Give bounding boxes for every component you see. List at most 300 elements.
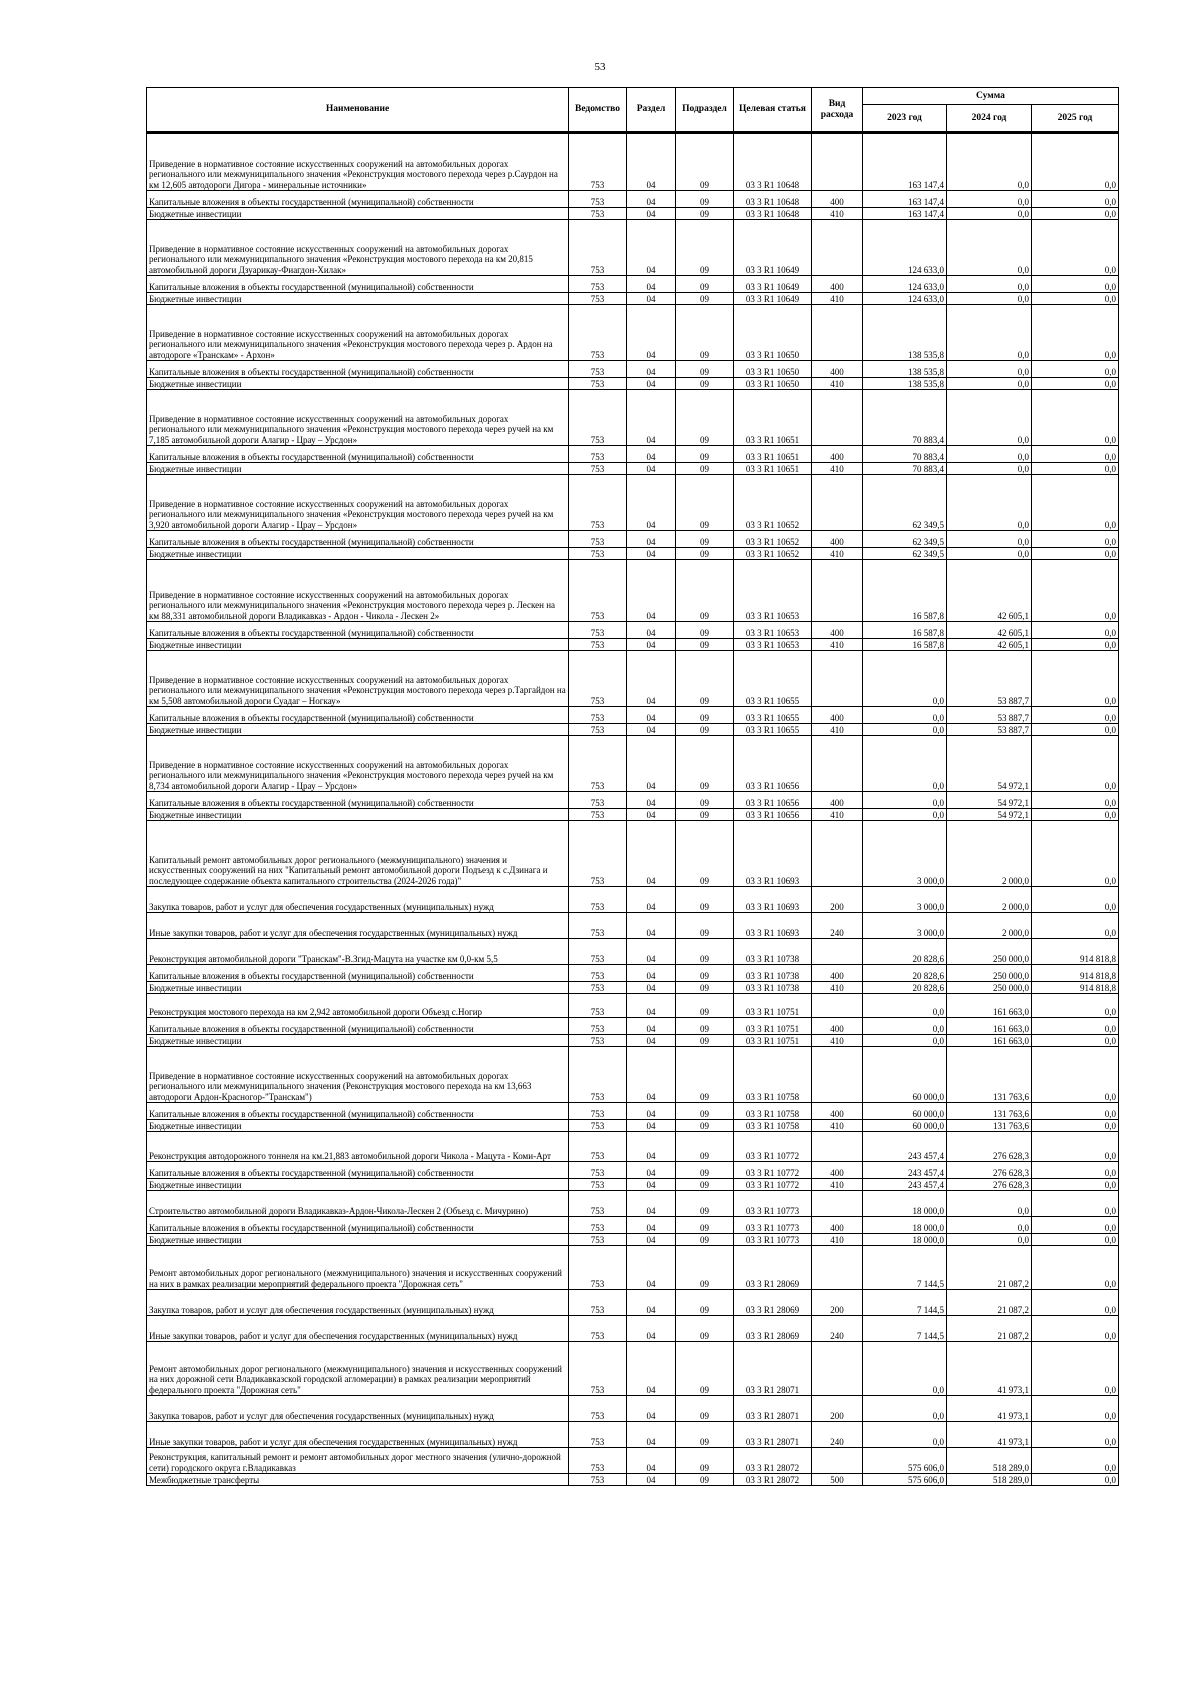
table-row [147, 1191, 1119, 1217]
cell-y2023: 20 828,6 [863, 982, 947, 994]
cell-sub: 09 [676, 1103, 734, 1120]
cell-type [812, 1047, 863, 1103]
cell-y2024: 41 973,1 [947, 1396, 1032, 1422]
cell-sub: 09 [676, 809, 734, 821]
cell-y2025: 0,0 [1032, 390, 1119, 446]
table-row [147, 1396, 1119, 1422]
cell-y2023: 163 147,4 [863, 208, 947, 220]
cell-name: Иные закупки товаров, работ и услуг для обеспечения государственных (муниципальных) нужд [147, 913, 569, 939]
cell-y2025: 0,0 [1032, 809, 1119, 821]
table-row [147, 1162, 1119, 1179]
cell-dept: 753 [569, 939, 627, 965]
cell-y2024: 161 663,0 [947, 1018, 1032, 1035]
cell-sec: 04 [627, 1047, 676, 1103]
cell-target: 03 3 R1 10772 [734, 1132, 812, 1162]
cell-type: 500 [812, 1474, 863, 1486]
cell-target: 03 3 R1 10751 [734, 1035, 812, 1047]
cell-y2023: 0,0 [863, 736, 947, 792]
cell-type [812, 220, 863, 276]
cell-name: Капитальные вложения в объекты государственной (муниципальной) собственности [147, 531, 569, 548]
cell-type [812, 1448, 863, 1474]
cell-y2025: 914 818,8 [1032, 982, 1119, 994]
cell-name: Капитальные вложения в объекты государственной (муниципальной) собственности [147, 965, 569, 982]
cell-target: 03 3 R1 28071 [734, 1342, 812, 1396]
cell-y2024: 276 628,3 [947, 1162, 1032, 1179]
cell-y2025: 0,0 [1032, 1132, 1119, 1162]
cell-y2024: 2 000,0 [947, 913, 1032, 939]
cell-dept: 753 [569, 446, 627, 463]
cell-dept: 753 [569, 1103, 627, 1120]
cell-sec: 04 [627, 1120, 676, 1132]
cell-type [812, 736, 863, 792]
table-row [147, 1316, 1119, 1342]
cell-y2023: 62 349,5 [863, 475, 947, 531]
cell-name: Бюджетные инвестиции [147, 378, 569, 390]
cell-y2024: 0,0 [947, 1217, 1032, 1234]
cell-sec: 04 [627, 1018, 676, 1035]
cell-type [812, 1191, 863, 1217]
cell-sec: 04 [627, 1035, 676, 1047]
cell-name: Капитальные вложения в объекты государственной (муниципальной) собственности [147, 191, 569, 208]
cell-sub: 09 [676, 913, 734, 939]
cell-target: 03 3 R1 10773 [734, 1191, 812, 1217]
cell-sec: 04 [627, 463, 676, 475]
cell-sec: 04 [627, 965, 676, 982]
cell-y2024: 0,0 [947, 378, 1032, 390]
cell-sub: 09 [676, 1047, 734, 1103]
cell-sub: 09 [676, 305, 734, 361]
cell-sub: 09 [676, 1018, 734, 1035]
header-exp-type: Вид расхода [812, 88, 863, 133]
cell-y2024: 54 972,1 [947, 809, 1032, 821]
cell-type: 400 [812, 1103, 863, 1120]
table-row [147, 1422, 1119, 1448]
cell-y2023: 60 000,0 [863, 1103, 947, 1120]
cell-y2024: 21 087,2 [947, 1290, 1032, 1316]
header-name: Наименование [147, 88, 569, 133]
cell-target: 03 3 R1 10773 [734, 1217, 812, 1234]
cell-dept: 753 [569, 1342, 627, 1396]
table-row [147, 736, 1119, 792]
cell-sec: 04 [627, 887, 676, 913]
cell-y2024: 131 763,6 [947, 1120, 1032, 1132]
cell-sub: 09 [676, 724, 734, 736]
cell-target: 03 3 R1 10738 [734, 965, 812, 982]
cell-target: 03 3 R1 10772 [734, 1179, 812, 1191]
cell-y2025: 0,0 [1032, 1290, 1119, 1316]
cell-y2023: 62 349,5 [863, 531, 947, 548]
cell-dept: 753 [569, 378, 627, 390]
cell-y2025: 0,0 [1032, 1162, 1119, 1179]
cell-y2024: 0,0 [947, 390, 1032, 446]
cell-y2023: 243 457,4 [863, 1132, 947, 1162]
cell-sub: 09 [676, 191, 734, 208]
cell-name: Бюджетные инвестиции [147, 724, 569, 736]
cell-target: 03 3 R1 10656 [734, 736, 812, 792]
cell-target: 03 3 R1 10649 [734, 276, 812, 293]
cell-name: Приведение в нормативное состояние искусственных сооружений на автомобильных дорогах регионального или межмуниципального значения «Реконструкция мостового перехода через ручей на км 3,920 автомобильной дороги Алагир - Црау – Урсдон» [147, 475, 569, 531]
cell-dept: 753 [569, 965, 627, 982]
table-row [147, 220, 1119, 276]
cell-target: 03 3 R1 10655 [734, 651, 812, 707]
cell-y2024: 0,0 [947, 1234, 1032, 1246]
cell-sec: 04 [627, 792, 676, 809]
cell-type: 410 [812, 463, 863, 475]
cell-name: Приведение в нормативное состояние искусственных сооружений на автомобильных дорогах регионального или межмуниципального значения «Реконструкция мостового перехода через ручей на км 7,185 автомобильной дороги Алагир - Црау – Урсдон» [147, 390, 569, 446]
cell-dept: 753 [569, 1474, 627, 1486]
cell-sub: 09 [676, 1120, 734, 1132]
cell-sub: 09 [676, 208, 734, 220]
cell-target: 03 3 R1 28069 [734, 1316, 812, 1342]
cell-name: Закупка товаров, работ и услуг для обеспечения государственных (муниципальных) нужд [147, 1290, 569, 1316]
cell-y2024: 518 289,0 [947, 1448, 1032, 1474]
cell-sub: 09 [676, 736, 734, 792]
cell-y2024: 0,0 [947, 293, 1032, 305]
cell-sub: 09 [676, 1474, 734, 1486]
cell-type: 410 [812, 724, 863, 736]
table-row [147, 208, 1119, 220]
cell-dept: 753 [569, 913, 627, 939]
cell-sub: 09 [676, 821, 734, 887]
cell-target: 03 3 R1 10693 [734, 821, 812, 887]
cell-y2023: 163 147,4 [863, 133, 947, 191]
cell-y2023: 70 883,4 [863, 446, 947, 463]
table-row [147, 1342, 1119, 1396]
cell-y2024: 42 605,1 [947, 622, 1032, 639]
cell-dept: 753 [569, 982, 627, 994]
cell-y2024: 0,0 [947, 475, 1032, 531]
cell-sec: 04 [627, 531, 676, 548]
cell-target: 03 3 R1 28069 [734, 1290, 812, 1316]
cell-sec: 04 [627, 1162, 676, 1179]
table-row [147, 446, 1119, 463]
cell-y2024: 2 000,0 [947, 887, 1032, 913]
cell-y2023: 243 457,4 [863, 1162, 947, 1179]
cell-type: 400 [812, 707, 863, 724]
cell-type: 400 [812, 276, 863, 293]
cell-sub: 09 [676, 463, 734, 475]
cell-target: 03 3 R1 10652 [734, 531, 812, 548]
cell-sub: 09 [676, 1035, 734, 1047]
cell-name: Иные закупки товаров, работ и услуг для обеспечения государственных (муниципальных) нужд [147, 1316, 569, 1342]
header-section: Раздел [627, 88, 676, 133]
cell-sub: 09 [676, 965, 734, 982]
cell-sec: 04 [627, 1396, 676, 1422]
cell-name: Приведение в нормативное состояние искусственных сооружений на автомобильных дорогах регионального или межмуниципального значения (Реконструкция мостового перехода на км 13,663 автодороги Ардон-Красногор-"Транскам") [147, 1047, 569, 1103]
cell-name: Бюджетные инвестиции [147, 548, 569, 560]
cell-y2023: 60 000,0 [863, 1047, 947, 1103]
cell-target: 03 3 R1 10653 [734, 560, 812, 622]
cell-sec: 04 [627, 390, 676, 446]
cell-type [812, 390, 863, 446]
cell-target: 03 3 R1 10738 [734, 982, 812, 994]
cell-dept: 753 [569, 887, 627, 913]
cell-type: 200 [812, 1290, 863, 1316]
cell-dept: 753 [569, 1047, 627, 1103]
cell-y2024: 53 887,7 [947, 724, 1032, 736]
cell-target: 03 3 R1 10693 [734, 913, 812, 939]
cell-name: Капитальный ремонт автомобильных дорог регионального (межмуниципального) значения и искусственных сооружений на них "Капитальный ремонт автомобильной дороги Подъезд к с.Дзинага и последующее содержание объекта капитального строительства (2024-2026 года)" [147, 821, 569, 887]
cell-sec: 04 [627, 1179, 676, 1191]
cell-y2024: 53 887,7 [947, 707, 1032, 724]
cell-type: 400 [812, 1018, 863, 1035]
cell-name: Капитальные вложения в объекты государственной (муниципальной) собственности [147, 622, 569, 639]
cell-y2025: 0,0 [1032, 821, 1119, 887]
table-row [147, 548, 1119, 560]
cell-sec: 04 [627, 446, 676, 463]
cell-sub: 09 [676, 1234, 734, 1246]
cell-y2025: 0,0 [1032, 1103, 1119, 1120]
cell-target: 03 3 R1 10758 [734, 1120, 812, 1132]
cell-type: 200 [812, 1396, 863, 1422]
cell-target: 03 3 R1 10648 [734, 133, 812, 191]
table-header [147, 88, 1119, 133]
cell-dept: 753 [569, 1290, 627, 1316]
cell-target: 03 3 R1 10656 [734, 809, 812, 821]
cell-name: Приведение в нормативное состояние искусственных сооружений на автомобильных дорогах регионального или межмуниципального значения «Реконструкция мостового перехода через р. Лескен на км 88,331 автомобильной дороги Владикавказ - Ардон - Чикола - Лескен 2» [147, 560, 569, 622]
cell-target: 03 3 R1 10648 [734, 191, 812, 208]
cell-y2024: 2 000,0 [947, 821, 1032, 887]
cell-y2025: 0,0 [1032, 1474, 1119, 1486]
cell-dept: 753 [569, 1179, 627, 1191]
cell-y2023: 0,0 [863, 707, 947, 724]
cell-y2025: 0,0 [1032, 305, 1119, 361]
cell-sec: 04 [627, 651, 676, 707]
cell-sec: 04 [627, 1316, 676, 1342]
cell-sec: 04 [627, 994, 676, 1018]
cell-sub: 09 [676, 1422, 734, 1448]
cell-sub: 09 [676, 378, 734, 390]
cell-y2023: 0,0 [863, 1422, 947, 1448]
cell-y2024: 0,0 [947, 191, 1032, 208]
cell-y2025: 0,0 [1032, 446, 1119, 463]
cell-y2025: 914 818,8 [1032, 939, 1119, 965]
cell-y2023: 0,0 [863, 994, 947, 1018]
cell-target: 03 3 R1 10648 [734, 208, 812, 220]
cell-y2025: 914 818,8 [1032, 965, 1119, 982]
cell-sub: 09 [676, 707, 734, 724]
header-target: Целевая статья [734, 88, 812, 133]
cell-sec: 04 [627, 939, 676, 965]
cell-y2025: 0,0 [1032, 792, 1119, 809]
cell-sub: 09 [676, 361, 734, 378]
cell-sub: 09 [676, 1179, 734, 1191]
cell-dept: 753 [569, 1396, 627, 1422]
cell-sec: 04 [627, 622, 676, 639]
cell-type: 400 [812, 1217, 863, 1234]
cell-target: 03 3 R1 28069 [734, 1246, 812, 1290]
cell-y2025: 0,0 [1032, 994, 1119, 1018]
cell-name: Приведение в нормативное состояние искусственных сооружений на автомобильных дорогах регионального или межмуниципального значения «Реконструкция мостового перехода через ручей на км 8,734 автомобильной дороги Алагир - Црау – Урсдон» [147, 736, 569, 792]
cell-type: 400 [812, 361, 863, 378]
cell-type: 400 [812, 531, 863, 548]
cell-target: 03 3 R1 10758 [734, 1047, 812, 1103]
cell-y2024: 276 628,3 [947, 1179, 1032, 1191]
cell-y2025: 0,0 [1032, 208, 1119, 220]
table-row [147, 293, 1119, 305]
cell-dept: 753 [569, 1132, 627, 1162]
cell-dept: 753 [569, 361, 627, 378]
cell-target: 03 3 R1 28071 [734, 1396, 812, 1422]
cell-type: 410 [812, 378, 863, 390]
table-row [147, 531, 1119, 548]
cell-y2023: 62 349,5 [863, 548, 947, 560]
cell-type: 400 [812, 965, 863, 982]
cell-sub: 09 [676, 1246, 734, 1290]
cell-sec: 04 [627, 305, 676, 361]
cell-y2025: 0,0 [1032, 276, 1119, 293]
cell-y2025: 0,0 [1032, 220, 1119, 276]
cell-name: Ремонт автомобильных дорог регионального (межмуниципального) значения и искусственных сооружений на них в рамках реализации мероприятий федерального проекта "Дорожная сеть" [147, 1246, 569, 1290]
cell-dept: 753 [569, 531, 627, 548]
cell-y2024: 276 628,3 [947, 1132, 1032, 1162]
cell-dept: 753 [569, 1422, 627, 1448]
table-row [147, 1234, 1119, 1246]
cell-sec: 04 [627, 1132, 676, 1162]
table-row [147, 622, 1119, 639]
cell-type: 410 [812, 208, 863, 220]
cell-target: 03 3 R1 10653 [734, 639, 812, 651]
cell-sec: 04 [627, 1290, 676, 1316]
cell-y2023: 0,0 [863, 1035, 947, 1047]
cell-sec: 04 [627, 133, 676, 191]
cell-type: 400 [812, 446, 863, 463]
table-row [147, 1132, 1119, 1162]
cell-type: 410 [812, 1035, 863, 1047]
cell-sub: 09 [676, 560, 734, 622]
cell-y2024: 42 605,1 [947, 639, 1032, 651]
cell-name: Бюджетные инвестиции [147, 463, 569, 475]
cell-name: Капитальные вложения в объекты государственной (муниципальной) собственности [147, 1018, 569, 1035]
cell-sec: 04 [627, 191, 676, 208]
cell-y2023: 18 000,0 [863, 1234, 947, 1246]
cell-sec: 04 [627, 1342, 676, 1396]
cell-sub: 09 [676, 548, 734, 560]
cell-name: Реконструкция автомобильной дороги "Транскам"-В.Згид-Мацута на участке км 0,0-км 5,5 [147, 939, 569, 965]
cell-y2025: 0,0 [1032, 1217, 1119, 1234]
cell-y2023: 124 633,0 [863, 293, 947, 305]
cell-dept: 753 [569, 622, 627, 639]
cell-type: 200 [812, 887, 863, 913]
cell-y2023: 7 144,5 [863, 1316, 947, 1342]
cell-target: 03 3 R1 10655 [734, 724, 812, 736]
cell-y2023: 16 587,8 [863, 639, 947, 651]
table-row [147, 913, 1119, 939]
cell-dept: 753 [569, 994, 627, 1018]
cell-dept: 753 [569, 463, 627, 475]
cell-y2024: 0,0 [947, 220, 1032, 276]
cell-y2023: 3 000,0 [863, 821, 947, 887]
header-dept: Ведомство [569, 88, 627, 133]
cell-y2025: 0,0 [1032, 378, 1119, 390]
cell-type: 400 [812, 1162, 863, 1179]
cell-y2023: 7 144,5 [863, 1290, 947, 1316]
cell-name: Межбюджетные трансферты [147, 1474, 569, 1486]
cell-y2025: 0,0 [1032, 1396, 1119, 1422]
cell-target: 03 3 R1 10651 [734, 463, 812, 475]
cell-y2024: 0,0 [947, 208, 1032, 220]
page-number: 53 [594, 61, 606, 73]
cell-y2023: 0,0 [863, 809, 947, 821]
table-row [147, 305, 1119, 361]
cell-target: 03 3 R1 10772 [734, 1162, 812, 1179]
cell-name: Строительство автомобильной дороги Владикавказ-Ардон-Чикола-Лескен 2 (Объезд с. Мичурино) [147, 1191, 569, 1217]
cell-y2023: 0,0 [863, 792, 947, 809]
cell-target: 03 3 R1 10751 [734, 994, 812, 1018]
cell-y2025: 0,0 [1032, 1234, 1119, 1246]
cell-dept: 753 [569, 1162, 627, 1179]
cell-dept: 753 [569, 651, 627, 707]
cell-dept: 753 [569, 293, 627, 305]
cell-dept: 753 [569, 639, 627, 651]
cell-y2023: 20 828,6 [863, 965, 947, 982]
cell-y2025: 0,0 [1032, 1047, 1119, 1103]
cell-y2025: 0,0 [1032, 1342, 1119, 1396]
cell-name: Капитальные вложения в объекты государственной (муниципальной) собственности [147, 446, 569, 463]
cell-y2025: 0,0 [1032, 1018, 1119, 1035]
cell-sec: 04 [627, 724, 676, 736]
cell-sec: 04 [627, 560, 676, 622]
cell-y2023: 163 147,4 [863, 191, 947, 208]
cell-dept: 753 [569, 1018, 627, 1035]
cell-y2025: 0,0 [1032, 1448, 1119, 1474]
cell-y2025: 0,0 [1032, 622, 1119, 639]
cell-sec: 04 [627, 707, 676, 724]
cell-target: 03 3 R1 10655 [734, 707, 812, 724]
cell-target: 03 3 R1 28071 [734, 1422, 812, 1448]
cell-name: Приведение в нормативное состояние искусственных сооружений на автомобильных дорогах регионального или межмуниципального значения «Реконструкция мостового перехода через р.Таргайдон на км 5,508 автомобильной дороги Суадаг – Ногкау» [147, 651, 569, 707]
cell-y2023: 575 606,0 [863, 1448, 947, 1474]
cell-name: Ремонт автомобильных дорог регионального (межмуниципального) значения и искусственных сооружений на них дорожной сети Владикавказской городской агломерации) в рамках реализации мероприятий федерального проекта "Дорожная сеть" [147, 1342, 569, 1396]
cell-target: 03 3 R1 10751 [734, 1018, 812, 1035]
cell-y2025: 0,0 [1032, 913, 1119, 939]
cell-target: 03 3 R1 10738 [734, 939, 812, 965]
cell-dept: 753 [569, 305, 627, 361]
cell-type [812, 1246, 863, 1290]
cell-y2024: 42 605,1 [947, 560, 1032, 622]
cell-sub: 09 [676, 475, 734, 531]
cell-y2025: 0,0 [1032, 887, 1119, 913]
cell-y2025: 0,0 [1032, 361, 1119, 378]
cell-name: Приведение в нормативное состояние искусственных сооружений на автомобильных дорогах регионального или межмуниципального значения «Реконструкция мостового перехода через р.Саурдон на км 12,605 автодороги Дигора - минеральные источники» [147, 133, 569, 191]
cell-name: Капитальные вложения в объекты государственной (муниципальной) собственности [147, 361, 569, 378]
cell-dept: 753 [569, 1316, 627, 1342]
cell-y2023: 0,0 [863, 1396, 947, 1422]
cell-y2023: 0,0 [863, 1342, 947, 1396]
cell-type: 400 [812, 622, 863, 639]
cell-y2023: 16 587,8 [863, 622, 947, 639]
cell-y2023: 18 000,0 [863, 1217, 947, 1234]
cell-name: Приведение в нормативное состояние искусственных сооружений на автомобильных дорогах регионального или межмуниципального значения «Реконструкция мостового перехода на км 20,815 автомобильной дороги Дзуарикау-Фиагдон-Хилак» [147, 220, 569, 276]
cell-y2023: 0,0 [863, 724, 947, 736]
cell-type [812, 133, 863, 191]
cell-y2023: 16 587,8 [863, 560, 947, 622]
cell-name: Капитальные вложения в объекты государственной (муниципальной) собственности [147, 707, 569, 724]
cell-type: 240 [812, 913, 863, 939]
cell-dept: 753 [569, 475, 627, 531]
cell-target: 03 3 R1 10653 [734, 622, 812, 639]
cell-sub: 09 [676, 390, 734, 446]
cell-sec: 04 [627, 276, 676, 293]
cell-y2025: 0,0 [1032, 651, 1119, 707]
table-row [147, 724, 1119, 736]
table-row [147, 639, 1119, 651]
cell-type: 410 [812, 639, 863, 651]
cell-sec: 04 [627, 736, 676, 792]
cell-name: Закупка товаров, работ и услуг для обеспечения государственных (муниципальных) нужд [147, 1396, 569, 1422]
cell-y2024: 0,0 [947, 361, 1032, 378]
cell-dept: 753 [569, 208, 627, 220]
